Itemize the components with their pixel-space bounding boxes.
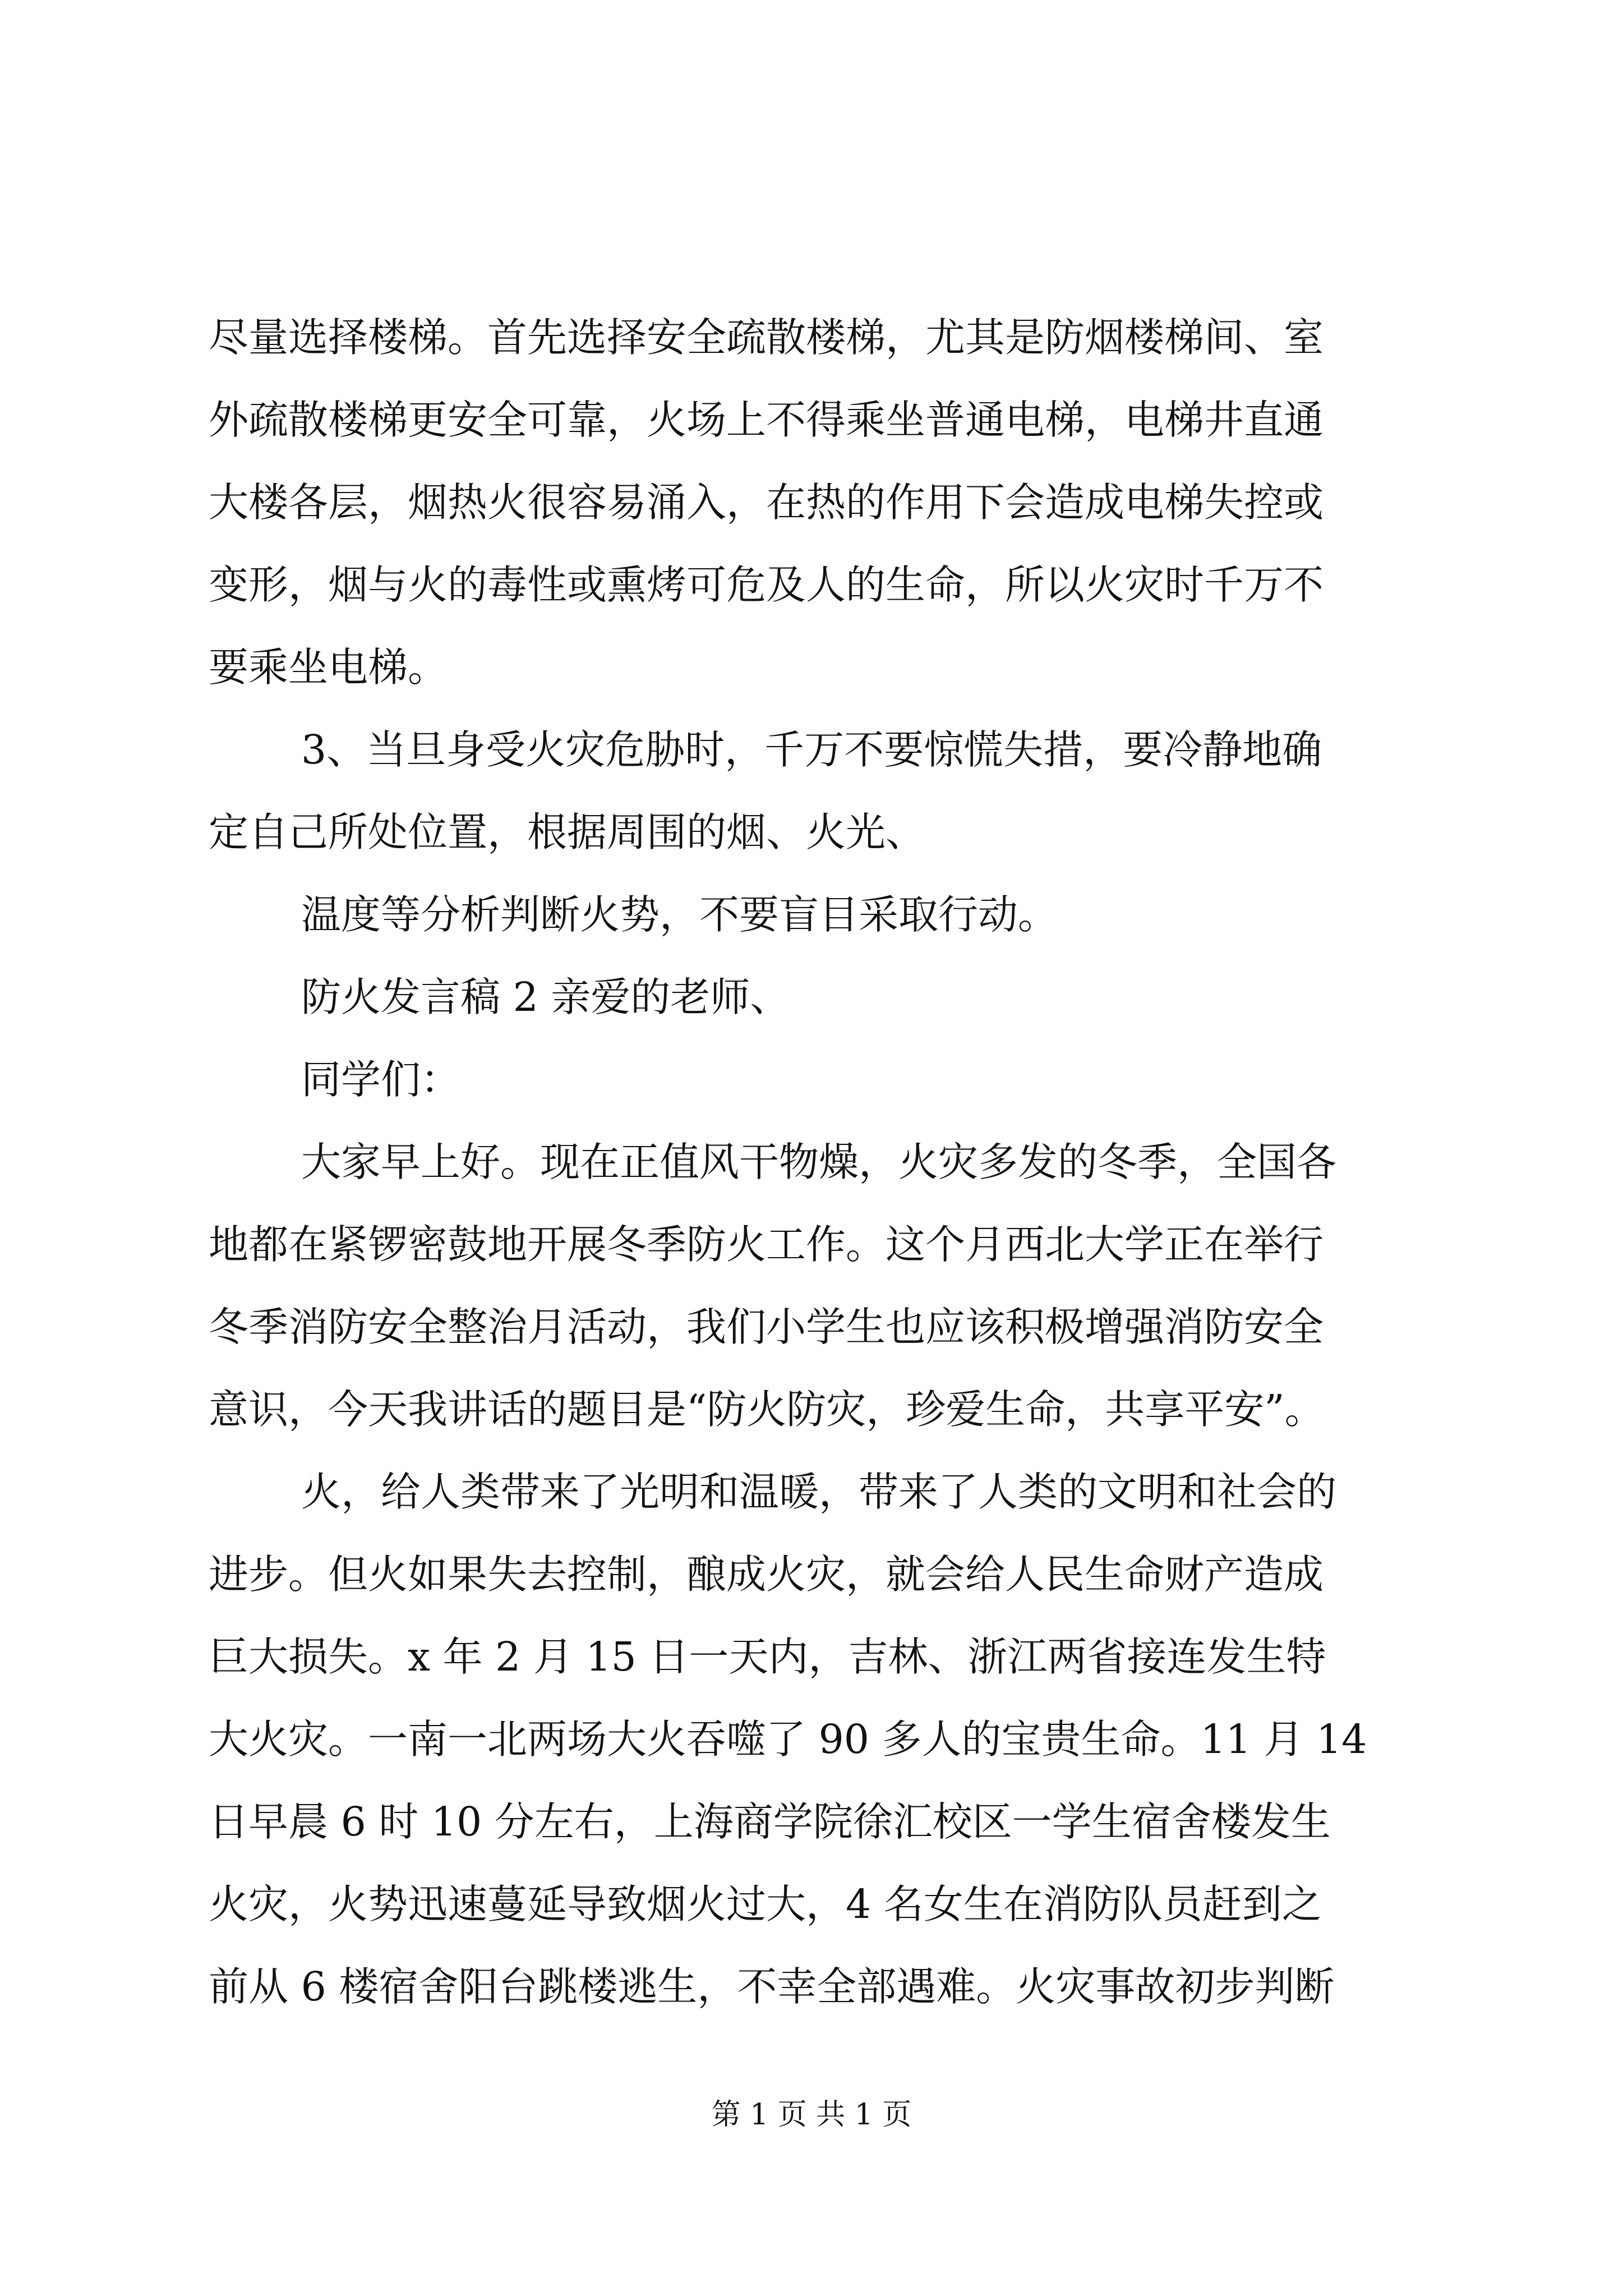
body-text-line: 日早晨 6 时 10 分左右，上海商学院徐汇校区一学生宿舍楼发生	[209, 1798, 1331, 1845]
page-footer: 第 1 页 共 1 页	[711, 2098, 912, 2132]
body-text-line: 变形，烟与火的毒性或熏烤可危及人的生命，所以火灾时千万不	[209, 562, 1324, 608]
body-text-line: 火，给人类带来了光明和温暖，带来了人类的文明和社会的	[301, 1469, 1337, 1515]
body-text-line: 3、当旦身受火灾危胁时，千万不要惊慌失措，要冷静地确	[301, 726, 1322, 773]
body-text-line: 进步。但火如果失去控制，酿成火灾，就会给人民生命财产造成	[209, 1551, 1324, 1598]
body-text-line: 要乘坐电梯。	[209, 644, 448, 691]
body-text-line: 定自己所处位置，根据周围的烟、火光、	[209, 809, 926, 855]
body-text-line: 大火灾。一南一北两场大火吞噬了 90 多人的宝贵生命。11 月 14	[209, 1716, 1367, 1763]
body-text-line: 地都在紧锣密鼓地开展冬季防火工作。这个月西北大学正在举行	[209, 1221, 1324, 1268]
body-text-line: 意识，今天我讲话的题目是“防火防灾，珍爱生命，共享平安”。	[209, 1386, 1325, 1433]
body-text-line: 防火发言稿 2 亲爱的老师、	[301, 974, 790, 1020]
body-text-line: 同学们：	[301, 1056, 461, 1103]
body-text-line: 大家早上好。现在正值风干物燥，火灾多发的冬季，全国各	[301, 1139, 1337, 1185]
body-text-line: 火灾，火势迅速蔓延导致烟火过大，4 名女生在消防队员赶到之	[209, 1881, 1322, 1927]
body-text-line: 巨大损失。x 年 2 月 15 日一天内，吉林、浙江两省接连发生特	[209, 1634, 1326, 1680]
body-text-line: 冬季消防安全整治月活动，我们小学生也应该积极增强消防安全	[209, 1304, 1324, 1350]
body-text-line: 尽量选择楼梯。首先选择安全疏散楼梯，尤其是防烟楼梯间、室	[209, 314, 1324, 361]
body-text-line: 大楼各层，烟热火很容易涌入，在热的作用下会造成电梯失控或	[209, 479, 1324, 526]
body-text-line: 温度等分析判断火势，不要盲目采取行动。	[301, 891, 1058, 938]
body-text-line: 前从 6 楼宿舍阳台跳楼逃生，不幸全部遇难。火灾事故初步判断	[209, 1963, 1335, 2010]
body-text-line: 外疏散楼梯更安全可靠，火场上不得乘坐普通电梯，电梯井直通	[209, 397, 1324, 443]
